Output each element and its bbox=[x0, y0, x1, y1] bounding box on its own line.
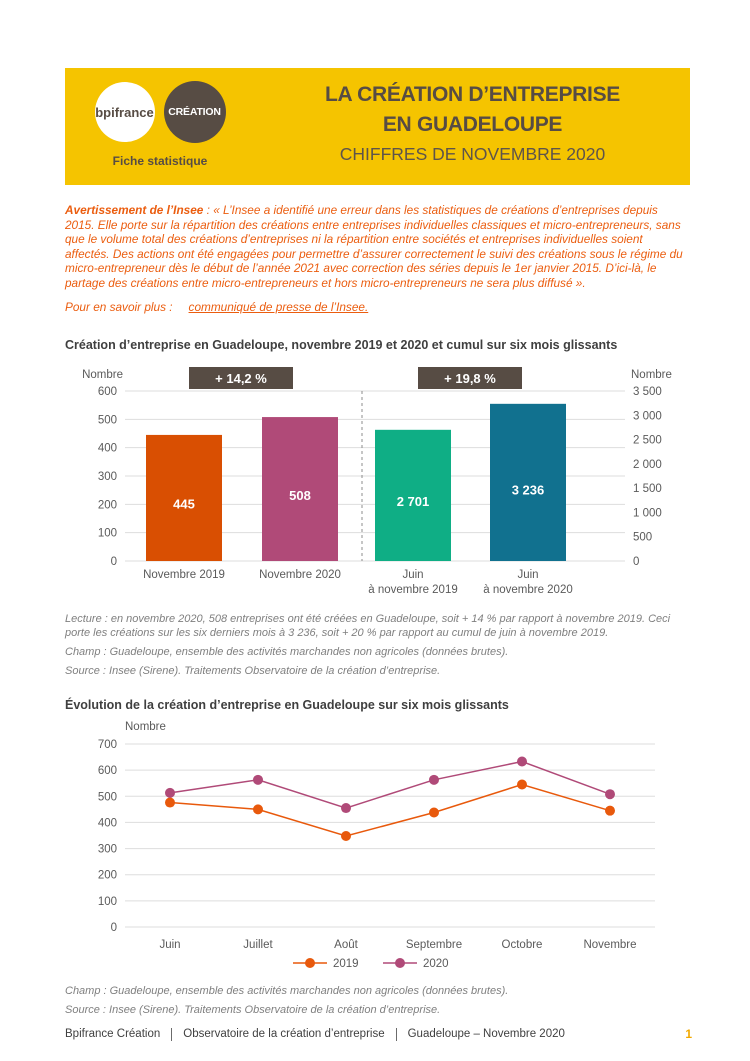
svg-text:Juin: Juin bbox=[159, 938, 181, 951]
svg-text:2 000: 2 000 bbox=[633, 458, 662, 471]
svg-text:Novembre 2020: Novembre 2020 bbox=[259, 568, 341, 581]
footer-brand: Bpifrance Création bbox=[65, 1028, 161, 1040]
svg-text:500: 500 bbox=[97, 413, 117, 426]
svg-text:Nombre: Nombre bbox=[82, 368, 123, 381]
svg-text:Nombre: Nombre bbox=[125, 720, 166, 733]
insee-press-release-link[interactable]: communiqué de presse de l’Insee. bbox=[188, 299, 369, 314]
svg-text:Juin: Juin bbox=[517, 568, 539, 581]
svg-text:400: 400 bbox=[97, 816, 117, 829]
svg-text:500: 500 bbox=[633, 531, 653, 544]
footer-separator bbox=[396, 1028, 397, 1041]
svg-text:100: 100 bbox=[97, 895, 117, 908]
champ-note: Champ : Guadeloupe, ensemble des activités marchandes non agricoles (données brutes). bbox=[65, 645, 509, 658]
insee-warning-label: Avertissement de l’Insee bbox=[65, 203, 204, 217]
svg-text:3 500: 3 500 bbox=[633, 385, 662, 398]
svg-text:+ 14,2 %: + 14,2 % bbox=[215, 370, 267, 386]
svg-text:300: 300 bbox=[97, 470, 117, 483]
svg-text:300: 300 bbox=[97, 843, 117, 856]
logo-block bbox=[65, 68, 255, 185]
page-subtitle: CHIFFRES DE NOVEMBRE 2020 bbox=[339, 144, 606, 164]
line-chart-title: Évolution de la création d’entreprise en Guadeloupe sur six mois glissants bbox=[65, 697, 509, 712]
svg-text:2020: 2020 bbox=[423, 957, 449, 970]
footer-observatory: Observatoire de la création d’entreprise bbox=[183, 1028, 385, 1040]
svg-text:2 500: 2 500 bbox=[633, 434, 662, 447]
svg-text:0: 0 bbox=[110, 921, 117, 934]
bar-chart-notes bbox=[65, 612, 685, 678]
logo-circles bbox=[95, 81, 226, 143]
bpifrance-logo-text: bpifrance bbox=[95, 104, 154, 120]
footer bbox=[65, 1027, 692, 1041]
bar-chart bbox=[65, 364, 685, 602]
svg-text:Juillet: Juillet bbox=[243, 938, 273, 951]
source-note: Source : Insee (Sirene). Traitements Observatoire de la création d’entreprise. bbox=[65, 1003, 441, 1016]
creation-logo-text: CRÉATION bbox=[168, 106, 221, 118]
svg-text:600: 600 bbox=[97, 385, 117, 398]
svg-text:Septembre: Septembre bbox=[405, 938, 463, 951]
svg-text:Juin: Juin bbox=[402, 568, 424, 581]
svg-text:2019: 2019 bbox=[333, 957, 359, 970]
creation-logo bbox=[164, 81, 226, 143]
svg-text:0: 0 bbox=[110, 555, 117, 568]
svg-text:508: 508 bbox=[289, 487, 311, 503]
footer-region-date: Guadeloupe – Novembre 2020 bbox=[407, 1028, 565, 1040]
title-block bbox=[255, 68, 690, 185]
footer-separator bbox=[171, 1028, 172, 1041]
svg-text:200: 200 bbox=[97, 498, 117, 511]
page-number: 1 bbox=[685, 1027, 692, 1041]
svg-text:2 701: 2 701 bbox=[396, 493, 430, 509]
logo-caption: Fiche statistique bbox=[112, 154, 208, 168]
header-banner bbox=[65, 68, 690, 185]
svg-text:à novembre 2020: à novembre 2020 bbox=[483, 583, 573, 596]
more-info-label: Pour en savoir plus : bbox=[65, 299, 173, 314]
svg-text:à novembre 2019: à novembre 2019 bbox=[368, 583, 458, 596]
svg-text:400: 400 bbox=[97, 442, 117, 455]
lecture-note: Lecture : en novembre 2020, 508 entreprises ont été créées en Guadeloupe, soit + 14 % par rapport à novembre 2019. Ceci porte les créations sur les six derniers mois à 3 236, soit + 20 % par rapport au cumul de juin à novembre 2019. bbox=[65, 612, 671, 639]
line-chart bbox=[65, 716, 685, 974]
insee-warning-body: : « L’Insee a identifié une erreur dans les statistiques de créations d’entreprises depuis 2015. Elle porte sur la répartition des créations entre entreprises individuelles classiques et micro-entrepreneurs, sans que le volume total des créations d’entreprises ni la répartition entre sociétés et entreprises individuelles soient affectés. Des actions ont été engagées pour permettre d’assurer correctement le suivi des créations sous le régime du micro-entrepreneur dès le début de l’année 2021 avec correction des séries depuis le 1er janvier 2015. D’ici-là, le partage des créations entre micro-entrepreneurs et hors micro-entrepreneurs ne sera plus diffusé ». bbox=[65, 203, 683, 290]
svg-text:Novembre 2019: Novembre 2019 bbox=[143, 568, 225, 581]
svg-text:600: 600 bbox=[97, 764, 117, 777]
insee-warning bbox=[65, 203, 688, 291]
svg-text:Novembre: Novembre bbox=[583, 938, 637, 951]
svg-text:Août: Août bbox=[334, 938, 358, 951]
svg-text:3 000: 3 000 bbox=[633, 409, 662, 422]
svg-text:500: 500 bbox=[97, 790, 117, 803]
more-info-line bbox=[65, 300, 685, 314]
svg-text:3 236: 3 236 bbox=[511, 481, 545, 497]
svg-text:1 000: 1 000 bbox=[633, 506, 662, 519]
source-note: Source : Insee (Sirene). Traitements Observatoire de la création d’entreprise. bbox=[65, 664, 441, 677]
svg-text:Nombre: Nombre bbox=[631, 368, 672, 381]
champ-note: Champ : Guadeloupe, ensemble des activités marchandes non agricoles (données brutes). bbox=[65, 984, 509, 997]
svg-text:0: 0 bbox=[633, 555, 640, 568]
svg-text:700: 700 bbox=[97, 738, 117, 751]
line-chart-notes bbox=[65, 984, 685, 1017]
svg-text:Octobre: Octobre bbox=[501, 938, 543, 951]
svg-text:+ 19,8 %: + 19,8 % bbox=[444, 370, 496, 386]
bar-chart-title: Création d’entreprise en Guadeloupe, novembre 2019 et 2020 et cumul sur six mois glissants bbox=[65, 337, 618, 352]
page-title-line2: EN GUADELOUPE bbox=[382, 113, 563, 136]
svg-text:1 500: 1 500 bbox=[633, 482, 662, 495]
bpifrance-logo bbox=[95, 82, 155, 142]
svg-text:200: 200 bbox=[97, 869, 117, 882]
page-title-line1: LA CRÉATION D’ENTREPRISE bbox=[325, 83, 620, 106]
svg-text:445: 445 bbox=[173, 495, 195, 511]
svg-text:100: 100 bbox=[97, 527, 117, 540]
